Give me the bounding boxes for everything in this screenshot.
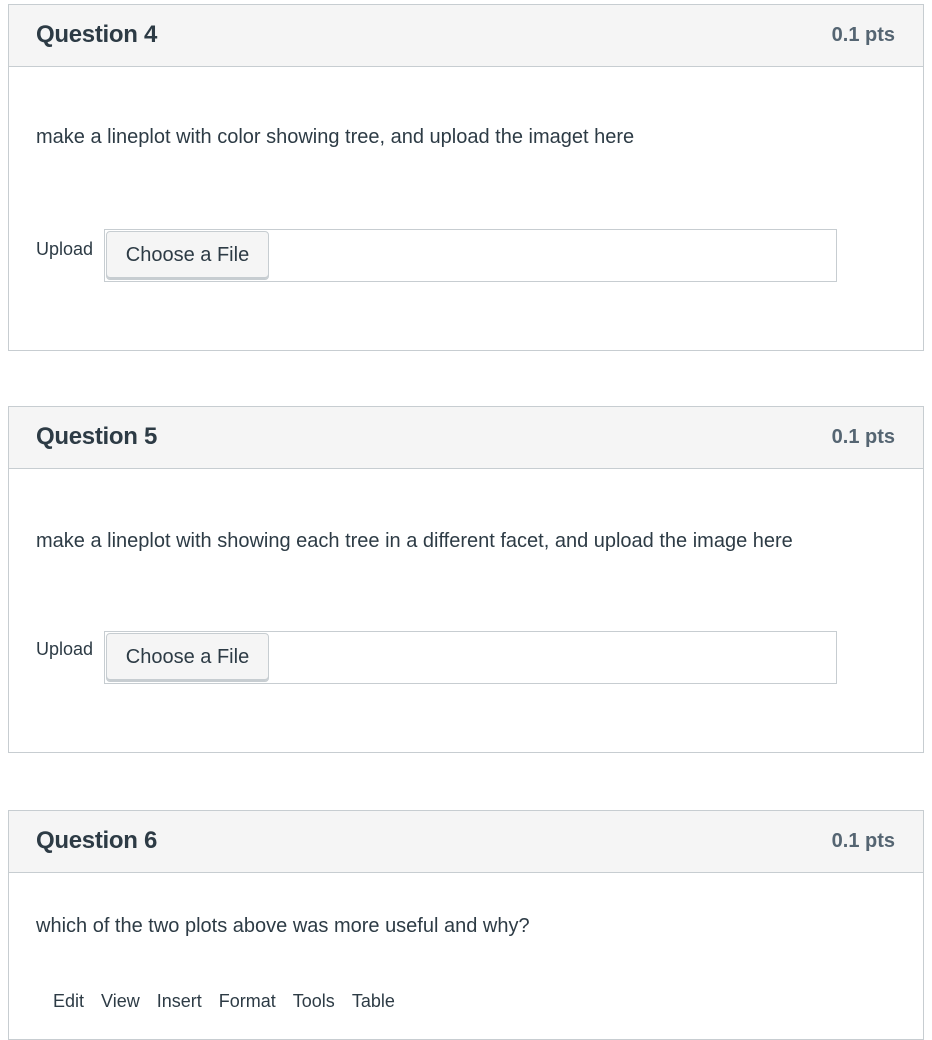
file-upload-field[interactable]	[104, 631, 837, 684]
question-text: make a lineplot with showing each tree in a different facet, and upload the image here	[36, 530, 793, 552]
editor-menu-bar	[53, 991, 412, 1012]
question-points: 0.1 pts	[831, 830, 895, 852]
question-title: Question 5	[36, 423, 158, 450]
question-title: Question 4	[36, 21, 158, 48]
question-points: 0.1 pts	[831, 426, 895, 448]
question-text: make a lineplot with color showing tree, and upload the imaget here	[36, 126, 635, 148]
question-6	[8, 810, 924, 1040]
choose-file-button[interactable]: Choose a File	[106, 231, 269, 280]
question-header	[9, 811, 923, 873]
upload-label: Upload	[36, 639, 94, 659]
menu-format[interactable]: Format	[218, 991, 276, 1011]
question-header	[9, 407, 923, 469]
question-5	[8, 406, 924, 753]
menu-edit[interactable]: Edit	[53, 991, 85, 1011]
question-points: 0.1 pts	[831, 24, 895, 46]
question-text: which of the two plots above was more useful and why?	[36, 915, 530, 937]
menu-table[interactable]: Table	[351, 991, 395, 1011]
question-4	[8, 4, 924, 351]
menu-insert[interactable]: Insert	[156, 991, 202, 1011]
question-header	[9, 5, 923, 67]
menu-tools[interactable]: Tools	[292, 991, 335, 1011]
file-upload-field[interactable]	[104, 229, 837, 282]
choose-file-button[interactable]: Choose a File	[106, 633, 269, 682]
question-title: Question 6	[36, 827, 158, 854]
menu-view[interactable]: View	[101, 991, 140, 1011]
upload-label: Upload	[36, 239, 94, 259]
